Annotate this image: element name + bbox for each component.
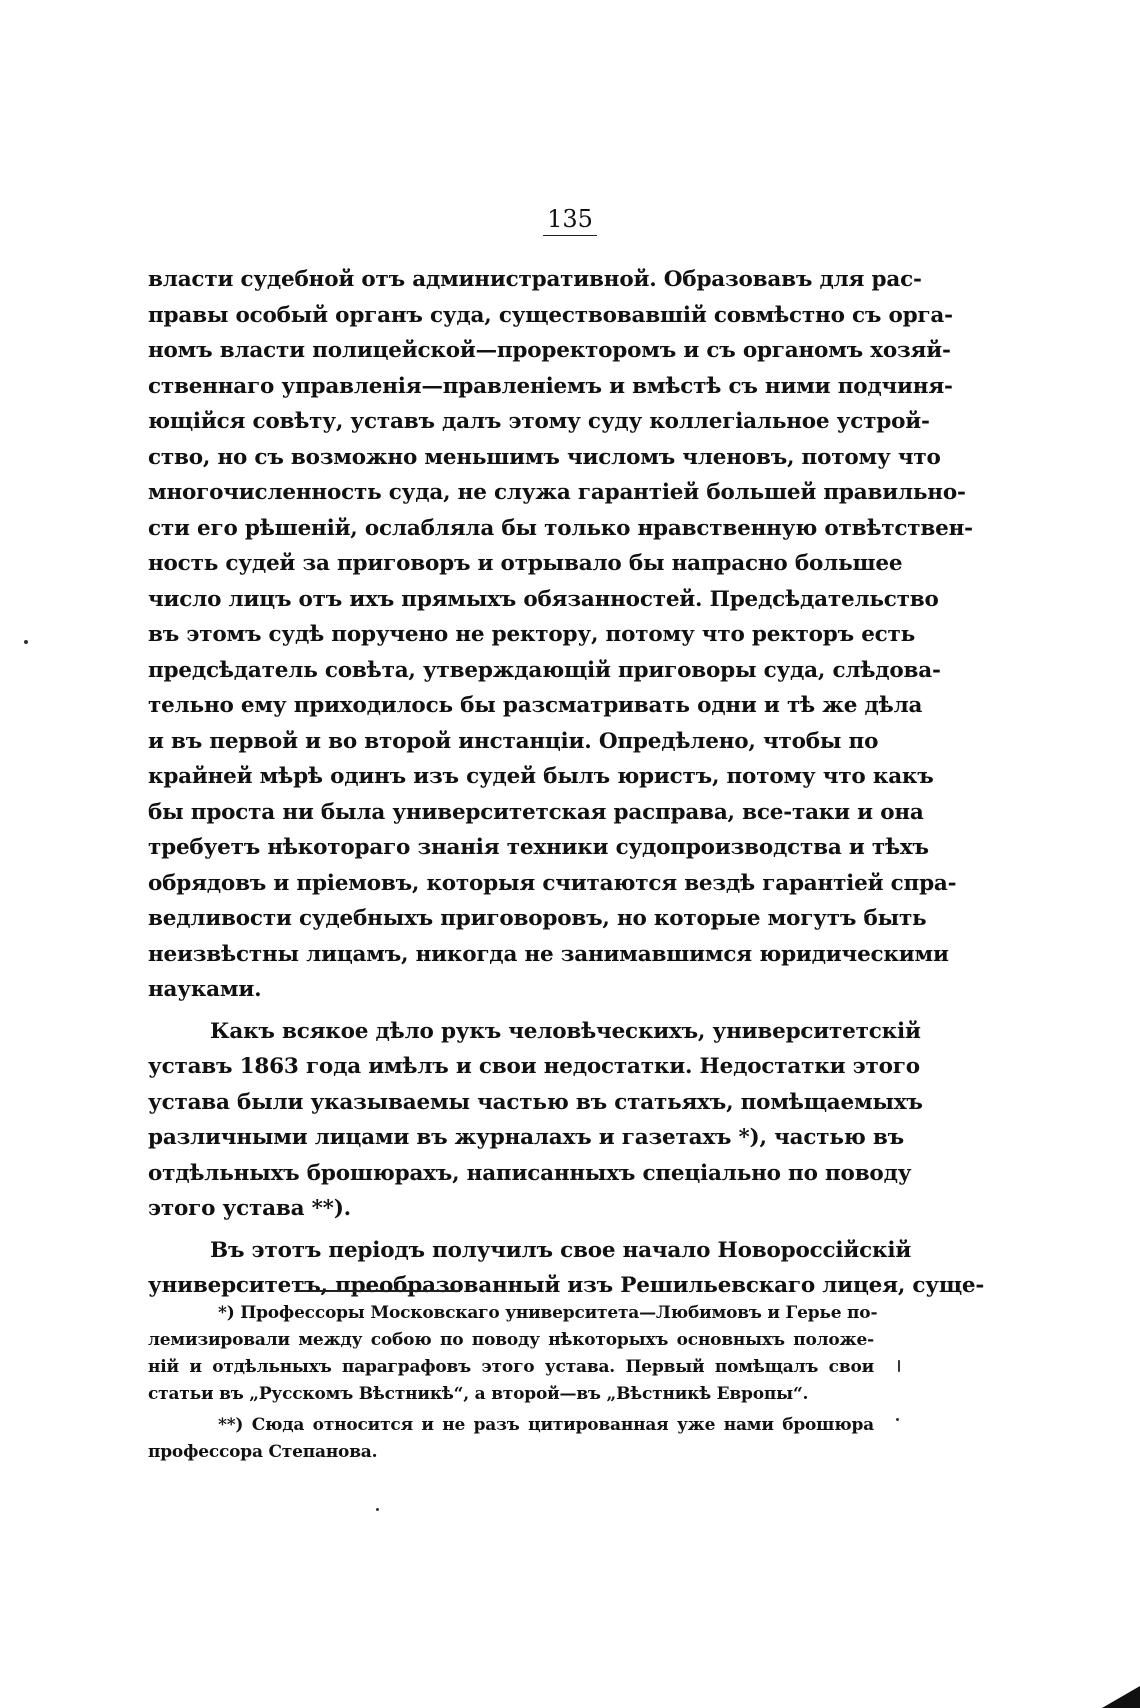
footnote-line: статьи въ „Русскомъ Вѣстникѣ“, а второй—въ „Вѣстникѣ Европы“. [148, 1384, 809, 1404]
text-line: власти судебной отъ административной. Образовавъ для рас- [148, 267, 922, 292]
main-text [148, 262, 985, 1304]
text-line: ведливости судебныхъ приговоровъ, но которые могутъ быть [148, 906, 927, 931]
text-line: уставъ 1863 года имѣлъ и свои недостатки. Недостатки этого [148, 1054, 920, 1079]
text-line: требуетъ нѣкотораго знанія техники судопроизводства и тѣхъ [148, 835, 929, 860]
footnote-line: лемизировали между собою по поводу нѣкоторыхъ основныхъ положе- [148, 1330, 874, 1350]
text-line: обрядовъ и пріемовъ, которыя считаются вездѣ гарантіей спра- [148, 870, 957, 896]
page-corner-mark [1102, 1686, 1140, 1708]
text-line: номъ власти полицейской—проректоромъ и съ органомъ хозяй- [148, 338, 951, 363]
text-line: правы особый органъ суда, существовавшій совмѣстно съ орга- [148, 302, 953, 328]
text-line: тельно ему приходилось бы разсматривать одни и тѣ же дѣла [148, 693, 923, 718]
text-line: многочисленность суда, не служа гарантіей большей правильно- [148, 480, 966, 505]
footnote-line: *) Профессоры Московскаго университета—Любимовъ и Герье по- [218, 1303, 878, 1323]
text-line: неизвѣстны лицамъ, никогда не занимавшимся юридическими [148, 941, 949, 967]
page-number: 135 [0, 205, 1140, 233]
text-line: сти его рѣшеній, ослабляла бы только нравственную отвѣтствен- [148, 515, 973, 541]
text-line: Въ этотъ періодъ получилъ свое начало Новороссійскій [210, 1237, 912, 1263]
text-line: число лицъ отъ ихъ прямыхъ обязанностей. Предсѣдательство [148, 586, 939, 612]
text-line: этого устава **). [148, 1196, 351, 1221]
footnote-line: **) Сюда относится и не разъ цитированная уже нами брошюра [218, 1415, 874, 1435]
text-line: устава были указываемы частью въ статьяхъ, помѣщаемыхъ [148, 1089, 923, 1115]
text-line: и въ первой и во второй инстанціи. Опредѣлено, чтобы по [148, 728, 879, 754]
text-line: ство, но съ возможно меньшимъ числомъ членовъ, потому что [148, 444, 941, 470]
paragraph-3 [148, 1233, 985, 1304]
text-line: ность судей за приговоръ и отрывало бы напрасно большее [148, 551, 903, 576]
text-line: науками. [148, 977, 262, 1002]
scan-speck [24, 640, 28, 644]
text-line: Какъ всякое дѣло рукъ человѣческихъ, университетскій [210, 1018, 921, 1044]
text-line: крайней мѣрѣ одинъ изъ судей былъ юристъ, потому что какъ [148, 764, 934, 789]
text-line: различными лицами въ журналахъ и газетахъ *), частью въ [148, 1125, 904, 1150]
footnote-separator [298, 1290, 460, 1292]
scan-speck [376, 1508, 379, 1511]
text-line: предсѣдатель совѣта, утверждающій приговоры суда, слѣдова- [148, 657, 941, 683]
footnote-1 [148, 1300, 878, 1408]
text-line: бы проста ни была университетская расправа, все-таки и она [148, 799, 924, 825]
text-line: ственнаго управленія—правленіемъ и вмѣстѣ съ ними подчиня- [148, 373, 953, 399]
text-line: ющійся совѣту, уставъ далъ этому суду коллегіальное устрой- [148, 409, 930, 434]
footnote-2 [148, 1412, 874, 1466]
scan-speck [898, 1360, 900, 1372]
text-line: университетъ, преобразованный изъ Решильевскаго лицея, суще- [148, 1273, 985, 1298]
footnote-line: ній и отдѣльныхъ параграфовъ этого устава. Первый помѣщалъ свои [148, 1357, 874, 1377]
paragraph-2 [148, 1014, 923, 1227]
footnotes [148, 1300, 878, 1466]
paragraph-1 [148, 262, 973, 1008]
text-line: отдѣльныхъ брошюрахъ, написанныхъ спеціально по поводу [148, 1160, 912, 1186]
footnote-line: профессора Степанова. [148, 1442, 378, 1462]
scan-speck [896, 1418, 899, 1421]
text-line: въ этомъ судѣ поручено не ректору, потому что ректоръ есть [148, 622, 916, 647]
